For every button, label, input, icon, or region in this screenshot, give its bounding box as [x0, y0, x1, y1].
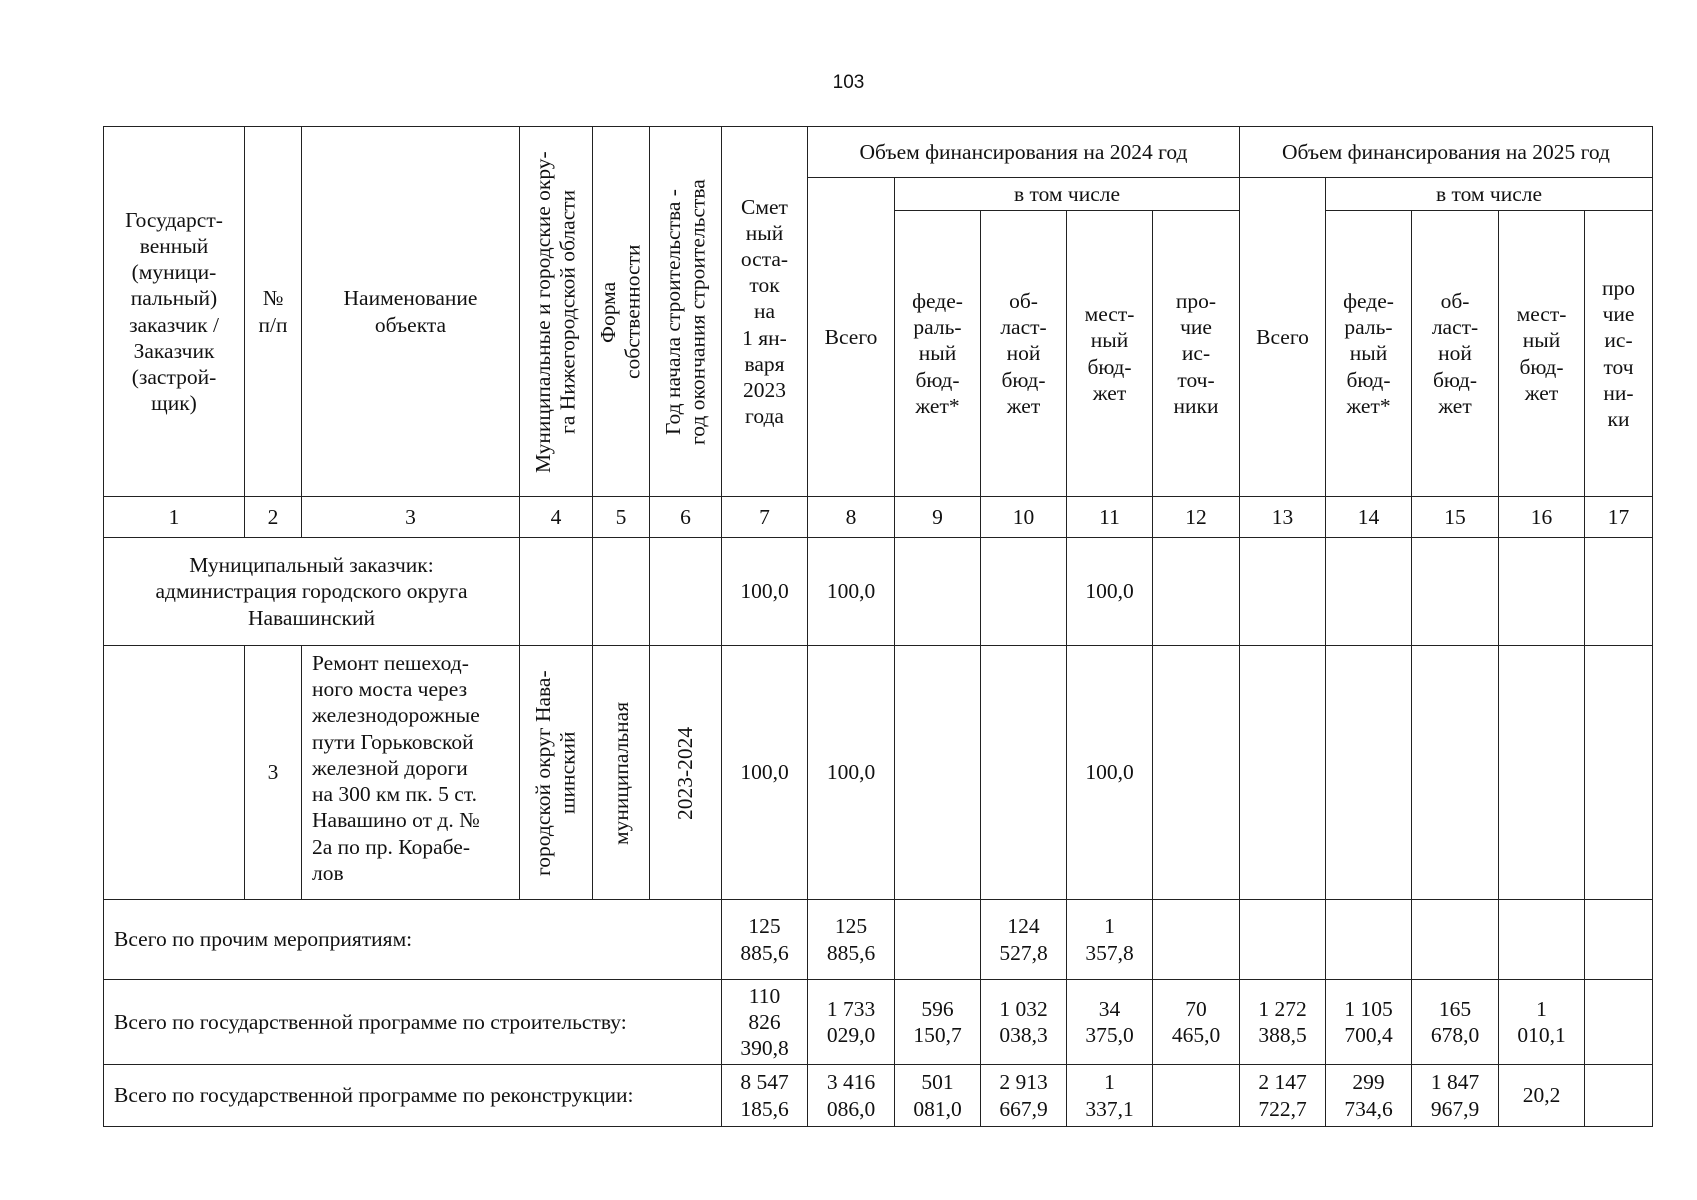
object-municipality-cell [520, 646, 593, 900]
header-federal-2024: феде- раль- ный бюд- жет* [895, 211, 981, 497]
header-ownership-cell [593, 127, 650, 497]
column-number: 11 [1067, 497, 1153, 538]
column-number: 7 [722, 497, 808, 538]
object-municipality: городской округ Нава- шинский [531, 669, 580, 876]
header-local-2025: мест- ный бюд- жет [1499, 211, 1585, 497]
empty-cell [1153, 646, 1240, 900]
summary-value: 1 272 388,5 [1240, 980, 1326, 1065]
empty-cell [593, 538, 650, 646]
object-years-cell [650, 646, 722, 900]
summary-value: 1 032 038,3 [981, 980, 1067, 1065]
customer-balance: 100,0 [722, 538, 808, 646]
summary-row-construction [104, 980, 1653, 1065]
empty-cell [1240, 646, 1326, 900]
header-including-2024: в том числе [895, 178, 1240, 211]
summary-label: Всего по государственной программе по реконструкции: [104, 1065, 722, 1127]
summary-value: 8 547 185,6 [722, 1065, 808, 1127]
header-row-1 [104, 127, 1653, 178]
column-number: 10 [981, 497, 1067, 538]
empty-cell [1585, 538, 1653, 646]
customer-row [104, 538, 1653, 646]
empty-cell [1499, 646, 1585, 900]
summary-value: 124 527,8 [981, 900, 1067, 980]
column-number: 8 [808, 497, 895, 538]
header-ownership: Форма собственности [596, 244, 645, 379]
summary-value: 2 147 722,7 [1240, 1065, 1326, 1127]
object-num: 3 [245, 646, 302, 900]
column-number: 6 [650, 497, 722, 538]
column-number: 14 [1326, 497, 1412, 538]
summary-value [1412, 900, 1499, 980]
page-number: 103 [832, 72, 865, 93]
funding-table [103, 126, 1653, 1127]
object-balance: 100,0 [722, 646, 808, 900]
header-estimated-balance: Смет ный оста- ток на 1 ян- варя 2023 года [722, 127, 808, 497]
empty-cell [1326, 646, 1412, 900]
column-number: 5 [593, 497, 650, 538]
object-ownership-cell [593, 646, 650, 900]
empty-cell [650, 538, 722, 646]
header-regional-2024: об- ласт- ной бюд- жет [981, 211, 1067, 497]
summary-value: 1 733 029,0 [808, 980, 895, 1065]
summary-value: 1 337,1 [1067, 1065, 1153, 1127]
summary-value: 2 913 667,9 [981, 1065, 1067, 1127]
header-other-2025: про чие ис- точ ни- ки [1585, 211, 1653, 497]
summary-value: 1 010,1 [1499, 980, 1585, 1065]
summary-value: 20,2 [1499, 1065, 1585, 1127]
empty-cell [520, 538, 593, 646]
summary-label: Всего по государственной программе по строительству: [104, 980, 722, 1065]
header-funding-2024: Объем финансирования на 2024 год [808, 127, 1240, 178]
column-number: 15 [1412, 497, 1499, 538]
summary-value [1326, 900, 1412, 980]
object-row [104, 646, 1653, 900]
summary-value [1585, 900, 1653, 980]
summary-value: 1 847 967,9 [1412, 1065, 1499, 1127]
header-regional-2025: об- ласт- ной бюд- жет [1412, 211, 1499, 497]
summary-value [1153, 1065, 1240, 1127]
column-number: 13 [1240, 497, 1326, 538]
empty-cell [1153, 538, 1240, 646]
column-number: 17 [1585, 497, 1653, 538]
header-other-2024: про- чие ис- точ- ники [1153, 211, 1240, 497]
summary-row-reconstruction [104, 1065, 1653, 1127]
empty-cell [895, 646, 981, 900]
summary-value: 70 465,0 [1153, 980, 1240, 1065]
empty-cell [1412, 538, 1499, 646]
summary-value [1585, 1065, 1653, 1127]
summary-value: 299 734,6 [1326, 1065, 1412, 1127]
object-years: 2023-2024 [673, 725, 698, 820]
summary-value: 125 885,6 [722, 900, 808, 980]
summary-value [1240, 900, 1326, 980]
empty-cell [1240, 538, 1326, 646]
empty-cell [1499, 538, 1585, 646]
header-funding-2025: Объем финансирования на 2025 год [1240, 127, 1653, 178]
summary-value: 596 150,7 [895, 980, 981, 1065]
header-municipalities-cell [520, 127, 593, 497]
column-number: 12 [1153, 497, 1240, 538]
summary-label: Всего по прочим мероприятиям: [104, 900, 722, 980]
column-number: 1 [104, 497, 245, 538]
header-num: № п/п [245, 127, 302, 497]
empty-cell [981, 646, 1067, 900]
summary-value: 125 885,6 [808, 900, 895, 980]
header-federal-2025: феде- раль- ный бюд- жет* [1326, 211, 1412, 497]
empty-cell [104, 646, 245, 900]
customer-total-2024: 100,0 [808, 538, 895, 646]
summary-value: 1 105 700,4 [1326, 980, 1412, 1065]
summary-value: 110 826 390,8 [722, 980, 808, 1065]
summary-row-other [104, 900, 1653, 980]
customer-label: Муниципальный заказчик: администрация городского округа Навашинский [104, 538, 520, 646]
summary-value: 3 416 086,0 [808, 1065, 895, 1127]
empty-cell [895, 538, 981, 646]
header-years: Год начала строительства - год окончания строительства [660, 178, 710, 445]
summary-value: 165 678,0 [1412, 980, 1499, 1065]
column-number: 2 [245, 497, 302, 538]
summary-value [1153, 900, 1240, 980]
column-number: 3 [302, 497, 520, 538]
column-numbers-row [104, 497, 1653, 538]
column-number: 16 [1499, 497, 1585, 538]
summary-value: 34 375,0 [1067, 980, 1153, 1065]
object-local-2024: 100,0 [1067, 646, 1153, 900]
header-years-cell [650, 127, 722, 497]
summary-value [1499, 900, 1585, 980]
header-total-2024: Всего [808, 178, 895, 497]
customer-local-2024: 100,0 [1067, 538, 1153, 646]
object-name: Ремонт пешеход- ного моста через железнодорожные пути Горьковской железной дороги на 300 км пк. 5 ст. Навашино от д. № 2а по пр. Корабе- лов [302, 646, 520, 900]
header-customer: Государст- венный (муници- пальный) заказчик / Заказчик (застрой- щик) [104, 127, 245, 497]
header-total-2025: Всего [1240, 178, 1326, 497]
empty-cell [1326, 538, 1412, 646]
empty-cell [981, 538, 1067, 646]
object-total-2024: 100,0 [808, 646, 895, 900]
empty-cell [1412, 646, 1499, 900]
header-municipalities: Муниципальные и городские окру- га Нижегородской области [531, 150, 580, 473]
summary-value [895, 900, 981, 980]
header-local-2024: мест- ный бюд- жет [1067, 211, 1153, 497]
column-number: 9 [895, 497, 981, 538]
column-number: 4 [520, 497, 593, 538]
header-including-2025: в том числе [1326, 178, 1653, 211]
object-ownership: муниципальная [608, 700, 633, 845]
header-object-name: Наименование объекта [302, 127, 520, 497]
summary-value [1585, 980, 1653, 1065]
summary-value: 501 081,0 [895, 1065, 981, 1127]
summary-value: 1 357,8 [1067, 900, 1153, 980]
empty-cell [1585, 646, 1653, 900]
